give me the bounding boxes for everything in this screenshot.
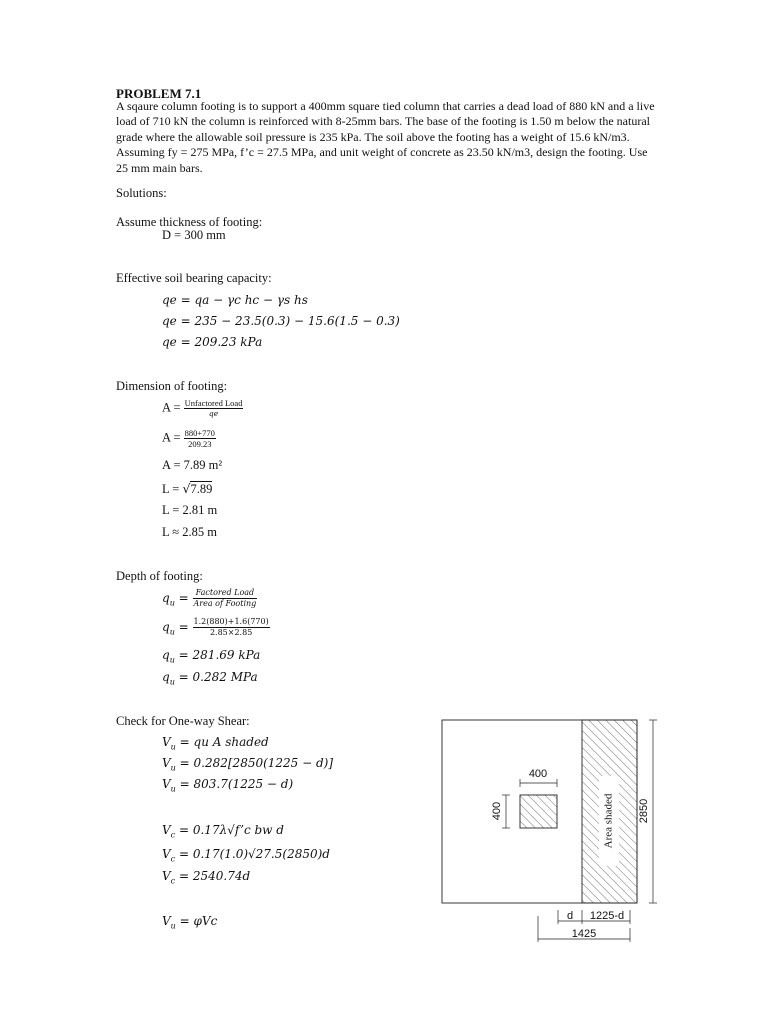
thickness-value: D = 300 mm <box>162 228 226 242</box>
footing-height-label: 2850 <box>637 798 650 824</box>
column-width-label: 400 <box>528 768 548 780</box>
shear-vu-phi: $V_u = \varphi Vc$ <box>162 914 218 931</box>
dimension-area-result: A = 7.89 m² <box>162 458 223 472</box>
thickness-heading: Assume thickness of footing: <box>116 215 263 229</box>
dimension-length-1: L = 2.81 m <box>162 503 218 517</box>
depth-heading: Depth of footing: <box>116 569 203 583</box>
dimension-area-eq-2: A = $\frac{880+770}{209.23}$ <box>162 428 215 449</box>
depth-qu-eq-2: $q_u$ = $\frac{1.2(880)+1.6(770)}{2.85\times 2.85}$ <box>162 617 269 637</box>
shear-heading: Check for One-way Shear: <box>116 714 250 728</box>
dimension-heading: Dimension of footing: <box>116 379 228 393</box>
shear-vc-2: $V_c = 0.17(1.0)√27.5(2850)d$ <box>162 847 330 864</box>
dimension-area-eq-1: A = $\frac{\text{Unfactored Load}}{qe}$ <box>162 398 243 418</box>
half-width-label: 1425 <box>571 928 597 940</box>
shear-vc-3: $V_c = 2540.74d$ <box>162 869 251 886</box>
shear-vu-2: $V_u = 0.282[2850(1225 - d)]$ <box>162 756 334 773</box>
qu-fraction-2: $\frac{1.2(880)+1.6(770)}{2.85\times 2.85}$ <box>193 617 269 637</box>
soil-heading: Effective soil bearing capacity: <box>116 271 272 285</box>
problem-title: PROBLEM 7.1 <box>116 86 202 101</box>
area-fraction-1: $\frac{\text{Unfactored Load}}{qe}$ <box>184 398 243 418</box>
shear-vu-3: $V_u = 803.7(1225 - d)$ <box>162 777 294 794</box>
soil-eq-3: qe = 209.23 kPa <box>162 335 263 349</box>
shear-vc-1: $V_c$ = 0.17λ√f’c bw d <box>162 823 284 840</box>
d-label: d <box>566 910 574 922</box>
column-height-label: 400 <box>490 801 503 821</box>
soil-eq-2: qe = 235 − 23.5(0.3) − 15.6(1.5 − 0.3) <box>162 314 400 328</box>
solutions-label: Solutions: <box>116 186 167 200</box>
area-fraction-2: $\frac{880+770}{209.23}$ <box>184 428 215 449</box>
rest-label: 1225-d <box>589 910 625 922</box>
shaded-area-label: Area shaded <box>602 793 615 849</box>
shear-vu-1: $V_u$ = qu A shaded <box>162 735 269 752</box>
depth-qu-result-2: $q_u = 0.282$ MPa <box>162 670 258 687</box>
footing-plan-diagram <box>440 716 662 946</box>
problem-statement: A sqaure column footing is to support a 400mm square tied column that carries a dead load of 880 kN and a live load of 710 kN the column is reinforced with 8-25mm bars. The base of the footing is 1.50 m below the natural grade where the allowable soil pressure is 235 kPa. The soil above the footing has a weight of 15.6 kN/m3. Assuming fy = 275 MPa, f’c = 27.5 MPa, and unit weight of concrete as 23.50 kN/m3, design the footing. Use 25 mm main bars. <box>116 99 655 175</box>
depth-qu-eq-1: $q_u$ = $\frac{\text{Factored Load}}{\text{Area of Footing}}$ <box>162 588 257 608</box>
depth-qu-result-1: $q_u = 281.69$ kPa <box>162 648 261 665</box>
qu-fraction-1: $\frac{\text{Factored Load}}{\text{Area of Footing}}$ <box>193 588 257 608</box>
dimension-sqrt: L = √7.89 <box>162 481 213 496</box>
dimension-length-2: L ≈ 2.85 m <box>162 525 218 539</box>
column-square <box>520 795 557 828</box>
soil-eq-1: qe = qa − γc hc − γs hs <box>162 293 308 307</box>
